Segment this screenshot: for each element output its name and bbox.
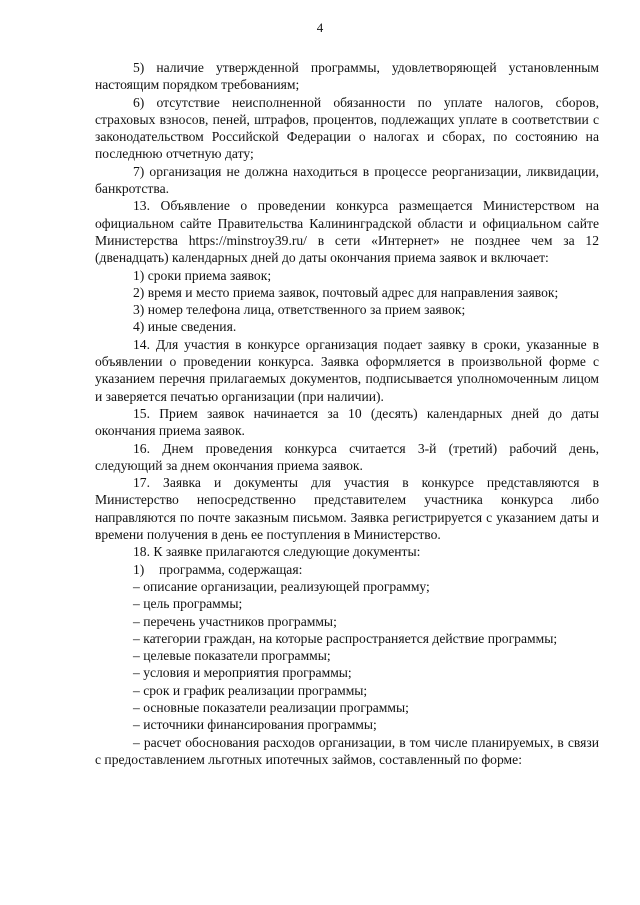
- dash-item-5: – целевые показатели программы;: [133, 648, 331, 664]
- paragraph-13: 13. Объявление о проведении конкурса размещается Министерством на официальном сайте Правительства Калининградской области и официальном сайте Министерства https://minstroy39.ru/ в сети «Интернет» не позднее чем за 12 (двенадцать) календарных дней до даты окончания приема заявок и включает:: [95, 198, 599, 266]
- page-number: 4: [316, 20, 324, 35]
- list-item-13-2: 2) время и место приема заявок, почтовый адрес для направления заявок;: [133, 284, 559, 300]
- list-item-13-1: 1) сроки приема заявок;: [133, 267, 272, 283]
- dash-item-2: – цель программы;: [133, 596, 243, 612]
- paragraph-14: 14. Для участия в конкурсе организация подает заявку в сроки, указанные в объявлении о проведении конкурса. Заявка оформляется в произвольной форме с указанием перечня прилагаемых документов, подписывается уполномоченным лицом и заверяется печатью организации (при наличии).: [95, 336, 599, 404]
- list-item-18-1-text: программа, содержащая:: [159, 561, 303, 577]
- paragraph-item-5: 5) наличие утвержденной программы, удовлетворяющей установленным настоящим порядком требованиям;: [95, 60, 599, 93]
- paragraph-16: 16. Днем проведения конкурса считается 3-й (третий) рабочий день, следующий за днем окончания приема заявок.: [95, 440, 599, 473]
- dash-item-10: – расчет обоснования расходов организации, в том числе планируемых, в связи с предоставлением льготных ипотечных займов, составленный по форме:: [95, 734, 599, 767]
- paragraph-18: 18. К заявке прилагаются следующие документы:: [133, 544, 421, 560]
- dash-item-6: – условия и мероприятия программы;: [133, 665, 352, 681]
- list-item-18-1: [95, 561, 599, 578]
- list-item-18-1-number: 1): [133, 561, 145, 577]
- dash-item-4: – категории граждан, на которые распространяется действие программы;: [133, 630, 558, 646]
- paragraph-15: 15. Прием заявок начинается за 10 (десять) календарных дней до даты окончания приема заявок.: [95, 405, 599, 439]
- dash-item-9: – источники финансирования программы;: [133, 717, 377, 733]
- dash-item-7: – срок и график реализации программы;: [133, 682, 368, 698]
- dash-item-1: – описание организации, реализующей программу;: [133, 578, 430, 594]
- paragraph-item-7: 7) организация не должна находиться в процессе реорганизации, ликвидации, банкротства.: [95, 163, 599, 197]
- document-body: [95, 59, 599, 768]
- paragraph-17: 17. Заявка и документы для участия в конкурсе представляются в Министерство непосредственно представителем участника конкурса либо направляются по почте заказным письмом. Заявка регистрируется с указанием даты и времени получения в день ее поступления в Министерство.: [95, 475, 599, 543]
- list-item-13-3: 3) номер телефона лица, ответственного за прием заявок;: [133, 302, 466, 318]
- paragraph-item-6: 6) отсутствие неисполненной обязанности по уплате налогов, сборов, страховых взносов, пеней, штрафов, процентов, подлежащих уплате в соответствии с законодательством Российской Федерации о налогах и сборах, по состоянию на последнюю отчетную дату;: [95, 94, 599, 162]
- list-item-13-4: 4) иные сведения.: [133, 319, 237, 335]
- dash-item-8: – основные показатели реализации программы;: [133, 699, 409, 715]
- dash-item-3: – перечень участников программы;: [133, 613, 337, 629]
